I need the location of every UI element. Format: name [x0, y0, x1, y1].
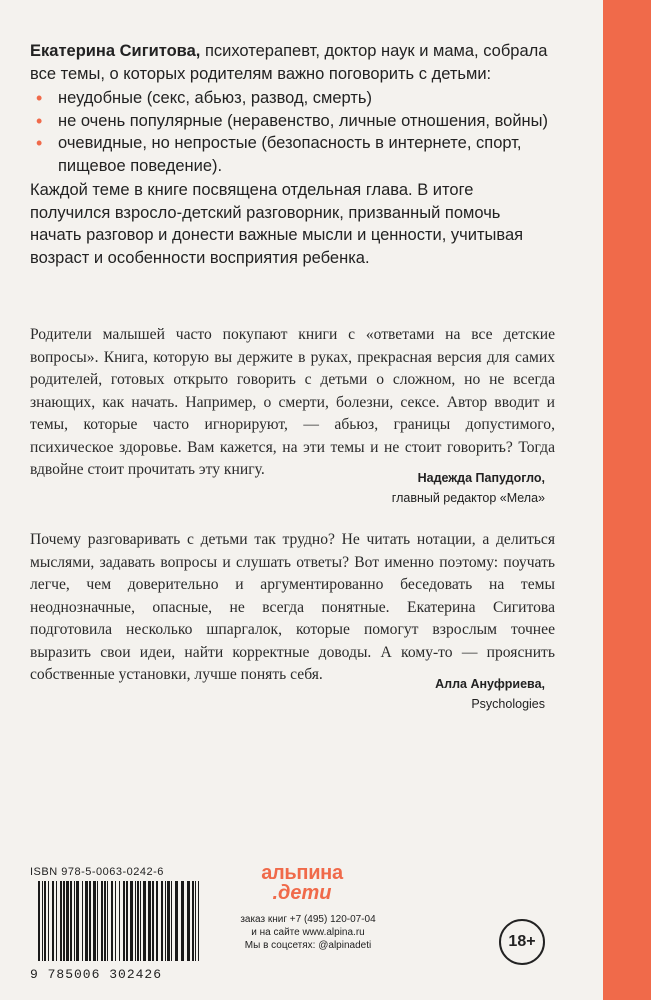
- bullet-icon: •: [36, 110, 43, 131]
- barcode-bar: [76, 881, 79, 961]
- review-text-1: Родители малышей часто покупают книги с «ответами на все детские вопросы». Книга, которую вы держите в руках, прекрасная версия для самих родителей, готовых открыто говорить с детьми о сложном, но не всегда знающих, как начать. Например, о смерти, болезни, сексе. Автор вводит и темы, которые часто игнорируют, — абьюз, границы допустимого, психическое здоровье. Вам кажется, на эти темы и не стоит говорить? Тогда вдвойне стоит прочитать эту книгу.: [30, 326, 555, 478]
- barcode-bar: [175, 881, 178, 961]
- reviewer-role: главный редактор «Мела»: [391, 491, 545, 505]
- barcode-bar: [85, 881, 88, 961]
- barcode-bar: [82, 881, 83, 961]
- barcode-bar: [60, 881, 62, 961]
- bullet-icon: •: [36, 88, 43, 108]
- barcode-bar: [38, 881, 40, 961]
- barcode-number: 9 785006 302426: [30, 967, 163, 982]
- barcode-bar: [148, 881, 151, 961]
- barcode-bar: [171, 881, 172, 961]
- review-attribution-1: [245, 468, 545, 508]
- list-item: [30, 132, 555, 177]
- barcode-bar: [198, 881, 199, 961]
- list-item-text: неудобные (секс, абьюз, развод, смерть): [58, 89, 373, 107]
- barcode-bar: [52, 881, 54, 961]
- list-item: [30, 110, 555, 133]
- barcode-bar: [156, 881, 158, 961]
- intro-lead: [30, 40, 555, 85]
- social-handle: Мы в соцсетях: @alpinadeti: [244, 940, 372, 951]
- barcode-bar: [192, 881, 194, 961]
- barcode-bar: [74, 881, 75, 961]
- reviewer-role: Psychologies: [471, 697, 545, 711]
- barcode-bar: [115, 881, 116, 961]
- publisher-contacts: [218, 913, 398, 952]
- barcode-bar: [161, 881, 163, 961]
- reviewer-name: Алла Ануфриева,: [435, 677, 545, 691]
- intro-lead-text: психотерапевт, доктор наук и мама, собрала все темы, о которых родителям важно поговорить с детьми:: [30, 42, 548, 83]
- barcode-bar: [140, 881, 141, 961]
- barcode-bar: [44, 881, 46, 961]
- barcode-bar: [93, 881, 96, 961]
- barcode-bar: [48, 881, 49, 961]
- barcode-bar: [111, 881, 113, 961]
- barcode-bar: [70, 881, 72, 961]
- website: и на сайте www.alpina.ru: [251, 927, 365, 938]
- review-attribution-2: [245, 674, 545, 714]
- intro-closing: Каждой теме в книге посвящена отдельная глава. В итоге получился взросло-детский разговорник, призванный помочь начать разговор и донести важные мысли и ценности, учитывая возраст и особенности восприятия ребенка.: [30, 181, 524, 267]
- barcode-bar: [56, 881, 57, 961]
- barcode-bar: [126, 881, 128, 961]
- isbn-label: ISBN 978-5-0063-0242-6: [30, 866, 164, 878]
- age-rating-badge: 18+: [499, 919, 545, 965]
- barcode-bar: [42, 881, 43, 961]
- barcode-bar: [130, 881, 133, 961]
- order-phone: заказ книг +7 (495) 120-07-04: [240, 914, 376, 925]
- barcode-bar: [119, 881, 120, 961]
- barcode-bar: [101, 881, 103, 961]
- barcode-image: [30, 881, 206, 961]
- barcode-bar: [187, 881, 190, 961]
- barcode-bar: [165, 881, 166, 961]
- barcode-bar: [97, 881, 98, 961]
- bullet-icon: •: [36, 133, 43, 153]
- barcode-bar: [123, 881, 125, 961]
- intro-block: [30, 40, 555, 269]
- barcode-block: [30, 866, 210, 982]
- barcode-bar: [137, 881, 139, 961]
- reviewer-name: Надежда Папудогло,: [417, 471, 545, 485]
- author-name: Екатерина Сигитова,: [30, 42, 201, 60]
- barcode-bar: [89, 881, 91, 961]
- accent-stripe: [603, 0, 651, 1000]
- barcode-bar: [63, 881, 65, 961]
- publisher-logo: [247, 862, 357, 902]
- barcode-bar: [143, 881, 146, 961]
- review-text-2: Почему разговаривать с детьми так трудно? Не читать нотации, а делиться мыслями, задавать вопросы и слушать ответы? Вот именно поэтому: поучать легче, чем доверительно и аргументированно беседовать на темы неоднозначные, опасные, не всегда понятные. Екатерина Сигитова подготовила несколько шпаргалок, которые помогут взрослым точнее выразить свои идеи, найти корректные доводы. А кому-то — прояснить собственные установки, лучше понять себя.: [30, 531, 555, 683]
- topics-list: [30, 87, 555, 177]
- list-item: [30, 87, 555, 110]
- logo-line-1: альпина: [261, 862, 343, 884]
- list-item-text: не очень популярные (неравенство, личные отношения, войны): [58, 111, 549, 130]
- barcode-bar: [66, 881, 69, 961]
- barcode-bar: [181, 881, 184, 961]
- barcode-bar: [135, 881, 136, 961]
- logo-line-2: .дети: [272, 882, 332, 904]
- barcode-bar: [167, 881, 170, 961]
- list-item-text: очевидные, но непростые (безопасность в интернете, спорт, пищевое поведение).: [58, 134, 522, 175]
- barcode-bar: [107, 881, 108, 961]
- barcode-bar: [195, 881, 196, 961]
- barcode-bar: [104, 881, 106, 961]
- barcode-bar: [152, 881, 154, 961]
